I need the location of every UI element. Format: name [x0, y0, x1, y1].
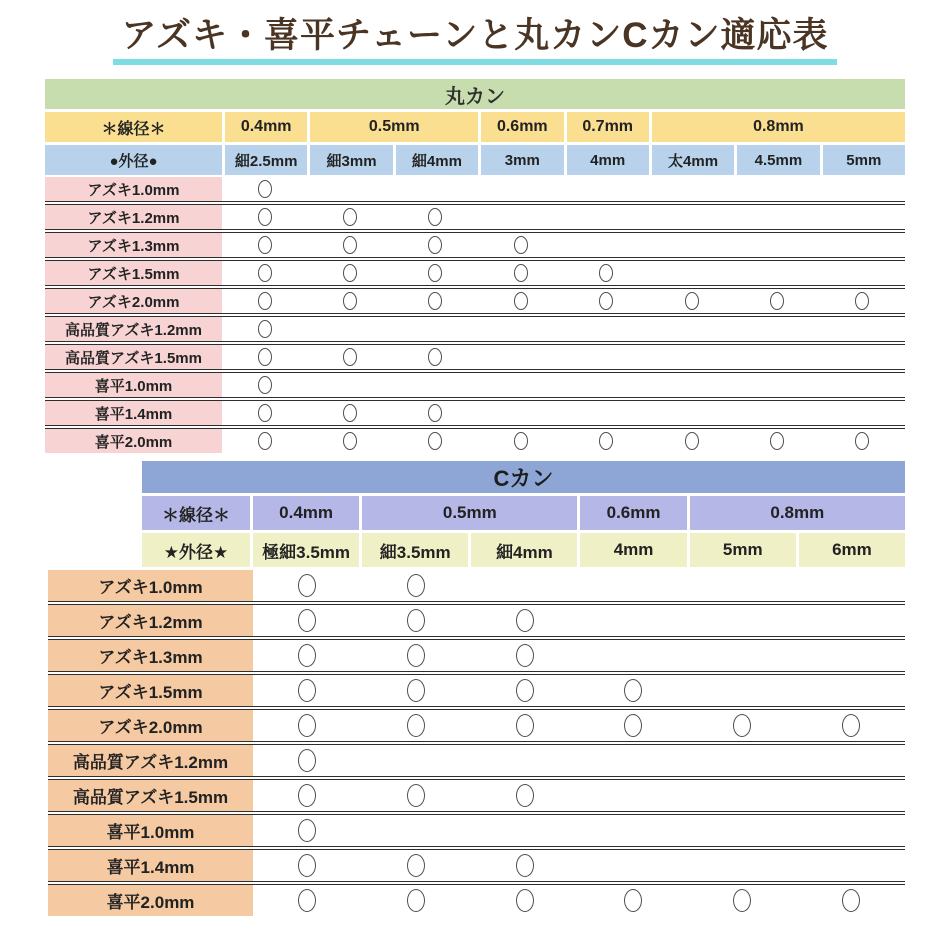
compat-cell [222, 317, 307, 341]
compat-cell [796, 710, 905, 741]
wire-diameter-value: 0.5mm [362, 496, 577, 530]
outer-diameter-value: 4mm [580, 533, 686, 567]
circle-mark [770, 292, 784, 310]
circle-mark [624, 714, 642, 737]
compat-cell [688, 850, 797, 881]
compat-cell [649, 345, 734, 369]
compat-cell [688, 675, 797, 706]
outer-diameter-label: ●外径● [45, 145, 222, 175]
compat-cell [734, 177, 819, 201]
compat-cell [470, 745, 579, 776]
wire-diameter-value: 0.5mm [310, 112, 478, 142]
page-title: アズキ・喜平チェーンと丸カンCカン適応表 [113, 16, 836, 65]
chain-row-label: 喜平2.0mm [45, 429, 222, 453]
chain-row [48, 605, 905, 636]
wire-diameter-value: 0.6mm [580, 496, 686, 530]
compat-cell [734, 429, 819, 453]
chain-row-label: アズキ1.5mm [48, 675, 253, 706]
c-kan-table [0, 461, 950, 916]
outer-diameter-label: ★外径★ [142, 533, 250, 567]
wire-diameter-value: 0.7mm [567, 112, 649, 142]
wire-diameter-value: 0.8mm [652, 112, 905, 142]
circle-mark [298, 574, 316, 597]
circle-mark [842, 714, 860, 737]
wire-diameter-value: 0.6mm [481, 112, 563, 142]
compat-cell [470, 570, 579, 601]
compat-cell [393, 345, 478, 369]
compat-cell [253, 640, 362, 671]
circle-mark [258, 208, 272, 226]
compat-cell [470, 780, 579, 811]
compat-cell [564, 401, 649, 425]
compat-cell [734, 289, 819, 313]
compat-cell [222, 429, 307, 453]
chain-row-label: 喜平1.0mm [45, 373, 222, 397]
wire-diameter-value: 0.4mm [225, 112, 307, 142]
circle-mark [343, 264, 357, 282]
outer-diameter-value: 細4mm [471, 533, 577, 567]
compat-cell [649, 233, 734, 257]
chain-row [48, 850, 905, 881]
circle-mark [258, 320, 272, 338]
compat-cell [564, 429, 649, 453]
wire-diameter-label: ＊線径＊ [45, 112, 222, 142]
compat-cell [362, 570, 471, 601]
compat-cell [393, 317, 478, 341]
compat-cell [393, 205, 478, 229]
circle-mark [428, 432, 442, 450]
circle-mark [428, 264, 442, 282]
compat-cell [362, 745, 471, 776]
compat-cell [820, 429, 905, 453]
compat-cell [579, 675, 688, 706]
compat-cell [393, 429, 478, 453]
compat-cell [820, 233, 905, 257]
circle-mark [599, 432, 613, 450]
compat-cell [307, 177, 392, 201]
chain-row-label: 喜平1.0mm [48, 815, 253, 846]
circle-mark [428, 348, 442, 366]
compat-cell [478, 261, 563, 285]
compat-cell [579, 885, 688, 916]
compat-cell [222, 205, 307, 229]
circle-mark [516, 644, 534, 667]
compat-cell [362, 675, 471, 706]
maru-table-title: 丸カン [45, 79, 905, 109]
compat-cell [393, 401, 478, 425]
circle-mark [298, 714, 316, 737]
compat-cell [564, 373, 649, 397]
compat-cell [307, 317, 392, 341]
circle-mark [407, 609, 425, 632]
chain-row [48, 745, 905, 776]
chain-row [48, 675, 905, 706]
circle-mark [407, 854, 425, 877]
compat-cell [820, 317, 905, 341]
chain-row-label: 喜平1.4mm [45, 401, 222, 425]
chain-row [45, 317, 905, 341]
circle-mark [514, 432, 528, 450]
compat-cell [796, 570, 905, 601]
circle-mark [599, 292, 613, 310]
circle-mark [624, 889, 642, 912]
outer-diameter-value: 3mm [481, 145, 563, 175]
chain-row [48, 815, 905, 846]
circle-mark [258, 348, 272, 366]
compat-cell [362, 640, 471, 671]
compat-cell [470, 885, 579, 916]
circle-mark [343, 348, 357, 366]
compat-cell [649, 289, 734, 313]
compat-cell [649, 401, 734, 425]
chain-row-label: アズキ1.0mm [45, 177, 222, 201]
compat-cell [362, 605, 471, 636]
chain-row [45, 429, 905, 453]
compat-cell [253, 570, 362, 601]
circle-mark [855, 432, 869, 450]
compat-cell [222, 289, 307, 313]
chain-row-label: アズキ2.0mm [45, 289, 222, 313]
compat-cell [579, 605, 688, 636]
compat-cell [478, 205, 563, 229]
compat-cell [649, 317, 734, 341]
compat-cell [564, 261, 649, 285]
chain-row [48, 780, 905, 811]
compat-cell [362, 815, 471, 846]
compat-cell [307, 261, 392, 285]
compat-cell [579, 850, 688, 881]
chain-row [45, 289, 905, 313]
circle-mark [298, 819, 316, 842]
circle-mark [298, 679, 316, 702]
circle-mark [407, 679, 425, 702]
compat-cell [307, 429, 392, 453]
circle-mark [428, 404, 442, 422]
circle-mark [343, 404, 357, 422]
compat-cell [688, 745, 797, 776]
circle-mark [343, 292, 357, 310]
circle-mark [685, 292, 699, 310]
compat-cell [734, 261, 819, 285]
chain-row-label: アズキ1.2mm [48, 605, 253, 636]
compat-cell [307, 289, 392, 313]
compat-cell [734, 233, 819, 257]
outer-diameter-value: 細2.5mm [225, 145, 307, 175]
compat-cell [796, 675, 905, 706]
compat-cell [820, 345, 905, 369]
compat-cell [796, 815, 905, 846]
compat-cell [796, 640, 905, 671]
chain-row-label: 高品質アズキ1.2mm [45, 317, 222, 341]
circle-mark [685, 432, 699, 450]
compat-cell [796, 850, 905, 881]
compat-cell [470, 850, 579, 881]
circle-mark [258, 180, 272, 198]
compat-cell [470, 640, 579, 671]
maru-kan-table [45, 79, 905, 453]
compat-cell [579, 570, 688, 601]
circle-mark [298, 644, 316, 667]
compat-cell [393, 177, 478, 201]
outer-diameter-value: 6mm [799, 533, 905, 567]
outer-diameter-value: 細3mm [310, 145, 392, 175]
compat-cell [688, 815, 797, 846]
chain-row-label: アズキ1.5mm [45, 261, 222, 285]
compat-cell [564, 345, 649, 369]
outer-diameter-value: 太4mm [652, 145, 734, 175]
compat-cell [649, 205, 734, 229]
circle-mark [624, 679, 642, 702]
chain-row [45, 401, 905, 425]
compat-cell [253, 885, 362, 916]
compat-cell [734, 401, 819, 425]
compat-cell [734, 373, 819, 397]
chain-row [48, 640, 905, 671]
compat-cell [688, 570, 797, 601]
compat-cell [222, 233, 307, 257]
compat-cell [796, 605, 905, 636]
circle-mark [516, 854, 534, 877]
circle-mark [258, 236, 272, 254]
compat-cell [362, 850, 471, 881]
title-row [0, 0, 950, 65]
compat-cell [478, 289, 563, 313]
circle-mark [258, 292, 272, 310]
circle-mark [407, 644, 425, 667]
circle-mark [343, 208, 357, 226]
compat-cell [734, 345, 819, 369]
circle-mark [516, 609, 534, 632]
ckan-table-title: Cカン [142, 461, 905, 493]
circle-mark [407, 784, 425, 807]
chain-row-label: 高品質アズキ1.5mm [45, 345, 222, 369]
outer-diameter-value: 5mm [690, 533, 796, 567]
outer-diameter-value: 5mm [823, 145, 905, 175]
compat-cell [393, 233, 478, 257]
outer-diameter-value: 4.5mm [737, 145, 819, 175]
circle-mark [516, 784, 534, 807]
circle-mark [343, 236, 357, 254]
compat-cell [579, 745, 688, 776]
compat-cell [253, 780, 362, 811]
compat-cell [470, 815, 579, 846]
circle-mark [428, 292, 442, 310]
chain-row [45, 261, 905, 285]
compat-cell [307, 233, 392, 257]
chain-row-label: アズキ1.2mm [45, 205, 222, 229]
compat-cell [796, 885, 905, 916]
compat-cell [253, 605, 362, 636]
compat-cell [470, 710, 579, 741]
circle-mark [855, 292, 869, 310]
compat-cell [649, 261, 734, 285]
compat-cell [307, 373, 392, 397]
compat-cell [734, 317, 819, 341]
compat-cell [579, 640, 688, 671]
circle-mark [258, 432, 272, 450]
compat-cell [688, 780, 797, 811]
compat-cell [564, 233, 649, 257]
compat-cell [688, 640, 797, 671]
wire-diameter-label: ＊線径＊ [142, 496, 250, 530]
compat-cell [478, 317, 563, 341]
maru-kan-header [45, 79, 905, 175]
compat-cell [734, 205, 819, 229]
outer-diameter-value: 細4mm [396, 145, 478, 175]
compat-cell [478, 233, 563, 257]
circle-mark [514, 264, 528, 282]
circle-mark [298, 749, 316, 772]
compat-cell [253, 675, 362, 706]
circle-mark [733, 714, 751, 737]
circle-mark [514, 292, 528, 310]
circle-mark [298, 609, 316, 632]
compat-cell [253, 815, 362, 846]
outer-diameter-value: 極細3.5mm [253, 533, 359, 567]
compat-cell [470, 605, 579, 636]
compat-cell [222, 261, 307, 285]
compat-cell [820, 177, 905, 201]
compat-cell [649, 177, 734, 201]
compat-cell [253, 710, 362, 741]
compat-cell [649, 429, 734, 453]
compat-cell [222, 373, 307, 397]
wire-diameter-value: 0.4mm [253, 496, 359, 530]
chain-row [45, 177, 905, 201]
compat-cell [307, 205, 392, 229]
maru-kan-body [45, 177, 905, 453]
compat-cell [478, 177, 563, 201]
circle-mark [428, 236, 442, 254]
chain-row [45, 345, 905, 369]
compat-cell [222, 345, 307, 369]
compat-cell [362, 710, 471, 741]
compat-cell [564, 205, 649, 229]
circle-mark [516, 714, 534, 737]
chain-row-label: アズキ2.0mm [48, 710, 253, 741]
compat-cell [478, 401, 563, 425]
chain-row [48, 710, 905, 741]
compat-cell [820, 289, 905, 313]
compat-cell [478, 373, 563, 397]
compat-cell [393, 261, 478, 285]
circle-mark [343, 432, 357, 450]
circle-mark [407, 889, 425, 912]
circle-mark [599, 264, 613, 282]
compat-cell [688, 710, 797, 741]
circle-mark [298, 889, 316, 912]
compat-cell [470, 675, 579, 706]
c-kan-body [48, 570, 905, 916]
compat-cell [579, 815, 688, 846]
circle-mark [516, 889, 534, 912]
compat-cell [820, 261, 905, 285]
compat-cell [478, 345, 563, 369]
chain-row-label: アズキ1.3mm [48, 640, 253, 671]
circle-mark [516, 679, 534, 702]
circle-mark [258, 404, 272, 422]
chain-row [45, 233, 905, 257]
chain-row [48, 885, 905, 916]
chain-row-label: 高品質アズキ1.2mm [48, 745, 253, 776]
compat-cell [253, 850, 362, 881]
compat-cell [579, 780, 688, 811]
compat-cell [222, 401, 307, 425]
compat-cell [307, 345, 392, 369]
chain-row-label: 高品質アズキ1.5mm [48, 780, 253, 811]
compat-cell [820, 373, 905, 397]
chain-row-label: アズキ1.0mm [48, 570, 253, 601]
circle-mark [258, 264, 272, 282]
circle-mark [514, 236, 528, 254]
circle-mark [428, 208, 442, 226]
compat-cell [393, 373, 478, 397]
compat-cell [688, 605, 797, 636]
compat-cell [796, 745, 905, 776]
circle-mark [407, 574, 425, 597]
chain-row [45, 205, 905, 229]
compat-cell [564, 177, 649, 201]
chain-row-label: 喜平2.0mm [48, 885, 253, 916]
compat-cell [579, 710, 688, 741]
compat-cell [649, 373, 734, 397]
chain-row [48, 570, 905, 601]
c-kan-header [142, 461, 905, 567]
compat-cell [564, 289, 649, 313]
circle-mark [298, 854, 316, 877]
compat-cell [688, 885, 797, 916]
chain-row-label: 喜平1.4mm [48, 850, 253, 881]
circle-mark [842, 889, 860, 912]
wire-diameter-value: 0.8mm [690, 496, 905, 530]
compat-cell [307, 401, 392, 425]
circle-mark [258, 376, 272, 394]
chain-row [45, 373, 905, 397]
outer-diameter-value: 細3.5mm [362, 533, 468, 567]
circle-mark [298, 784, 316, 807]
compat-cell [820, 205, 905, 229]
compat-cell [393, 289, 478, 313]
circle-mark [770, 432, 784, 450]
compat-cell [253, 745, 362, 776]
compat-cell [362, 780, 471, 811]
circle-mark [733, 889, 751, 912]
compat-cell [796, 780, 905, 811]
compat-cell [564, 317, 649, 341]
compat-cell [478, 429, 563, 453]
outer-diameter-value: 4mm [567, 145, 649, 175]
circle-mark [407, 714, 425, 737]
compat-cell [820, 401, 905, 425]
chain-row-label: アズキ1.3mm [45, 233, 222, 257]
compat-cell [362, 885, 471, 916]
compat-cell [222, 177, 307, 201]
